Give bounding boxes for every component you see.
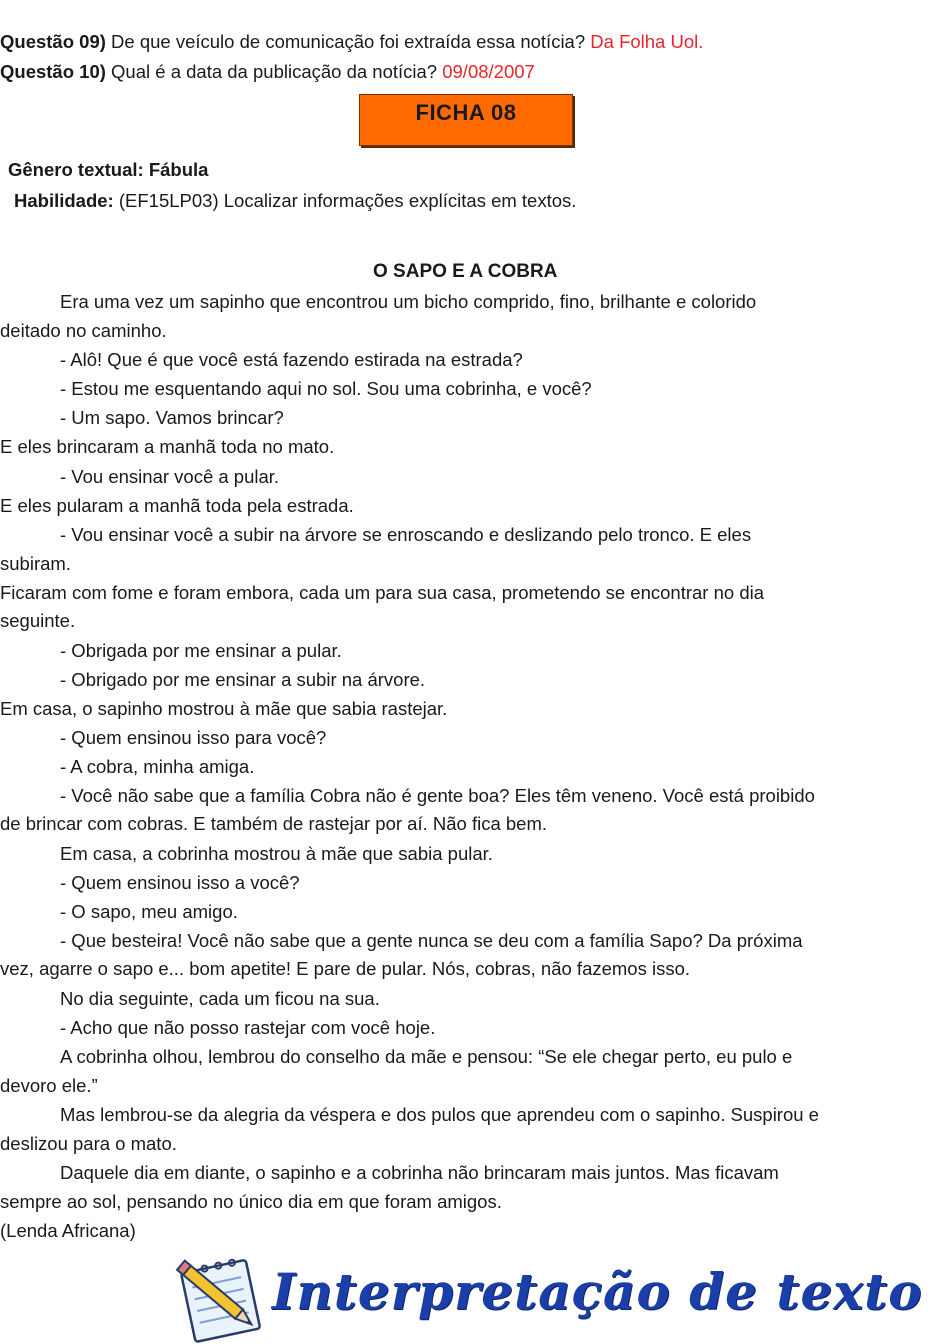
story-title: O SAPO E A COBRA [373,261,558,282]
skill-text: (EF15LP03) Localizar informações explícitas em textos. [113,190,577,211]
story-line: - Você não sabe que a família Cobra não é gente boa? Eles têm veneno. Você está proibido [60,785,815,806]
question-10-label: Questão 10) [0,61,106,82]
story-line: - Alô! Que é que você está fazendo estirada na estrada? [60,349,523,370]
story-line: seguinte. [0,610,76,631]
story-line: A cobrinha olhou, lembrou do conselho da mãe e pensou: “Se ele chegar perto, eu pulo e [60,1046,793,1067]
story-line: (Lenda Africana) [0,1220,136,1241]
story-line: - Obrigado por me ensinar a subir na árvore. [60,669,426,690]
story-line: E eles pularam a manhã toda pela estrada. [0,495,354,516]
story-line: Em casa, a cobrinha mostrou à mãe que sabia pular. [60,843,493,864]
ficha-badge: FICHA 08 [359,94,573,146]
question-10 [0,60,535,84]
story-line: - Um sapo. Vamos brincar? [60,407,284,428]
story-line: Em casa, o sapinho mostrou à mãe que sabia rastejar. [0,698,448,719]
question-09-text: De que veículo de comunicação foi extraída essa notícia? [105,31,591,52]
notebook-pencil-icon [165,1252,275,1344]
question-09-label: Questão 09) [0,31,106,52]
question-09 [0,30,703,54]
story-line: - Estou me esquentando aqui no sol. Sou uma cobrinha, e você? [60,378,592,399]
question-09-answer: Da Folha Uol. [590,31,704,52]
question-10-text: Qual é a data da publicação da notícia? [105,61,443,82]
story-line: Daquele dia em diante, o sapinho e a cobrinha não brincaram mais juntos. Mas ficavam [60,1162,779,1183]
skill-label: Habilidade: [14,190,114,211]
story-line: deslizou para o mato. [0,1133,177,1154]
story-line: - Vou ensinar você a pular. [60,466,280,487]
story-line: Era uma vez um sapinho que encontrou um bicho comprido, fino, brilhante e colorido [60,291,757,312]
story-line: - Obrigada por me ensinar a pular. [60,640,342,661]
story-line: - Acho que não posso rastejar com você hoje. [60,1017,436,1038]
story-line: E eles brincaram a manhã toda no mato. [0,436,335,457]
story-line: - Que besteira! Você não sabe que a gente nunca se deu com a família Sapo? Da próxima [60,930,803,951]
story-line: vez, agarre o sapo e... bom apetite! E pare de pular. Nós, cobras, não fazemos isso. [0,958,691,979]
story-line: - O sapo, meu amigo. [60,901,238,922]
story-line: de brincar com cobras. E também de rastejar por aí. Não fica bem. [0,813,548,834]
skill-line [14,189,576,213]
genre-label: Gênero textual: Fábula [8,159,209,180]
story-line: - Quem ensinou isso a você? [60,872,300,893]
story-line: devoro ele.” [0,1075,98,1096]
story-line: Ficaram com fome e foram embora, cada um para sua casa, prometendo se encontrar no dia [0,582,765,603]
banner-title: Interpretação de texto [272,1262,923,1321]
story-line: sempre ao sol, pensando no único dia em que foram amigos. [0,1191,502,1212]
question-10-answer: 09/08/2007 [442,61,535,82]
story-line: Mas lembrou-se da alegria da véspera e dos pulos que aprendeu com o sapinho. Suspirou e [60,1104,819,1125]
story-line: - Vou ensinar você a subir na árvore se enroscando e deslizando pelo tronco. E eles [60,524,752,545]
story-line: deitado no caminho. [0,320,167,341]
story-line: - A cobra, minha amiga. [60,756,255,777]
story-line: No dia seguinte, cada um ficou na sua. [60,988,380,1009]
story-line: - Quem ensinou isso para você? [60,727,327,748]
story-line: subiram. [0,553,71,574]
